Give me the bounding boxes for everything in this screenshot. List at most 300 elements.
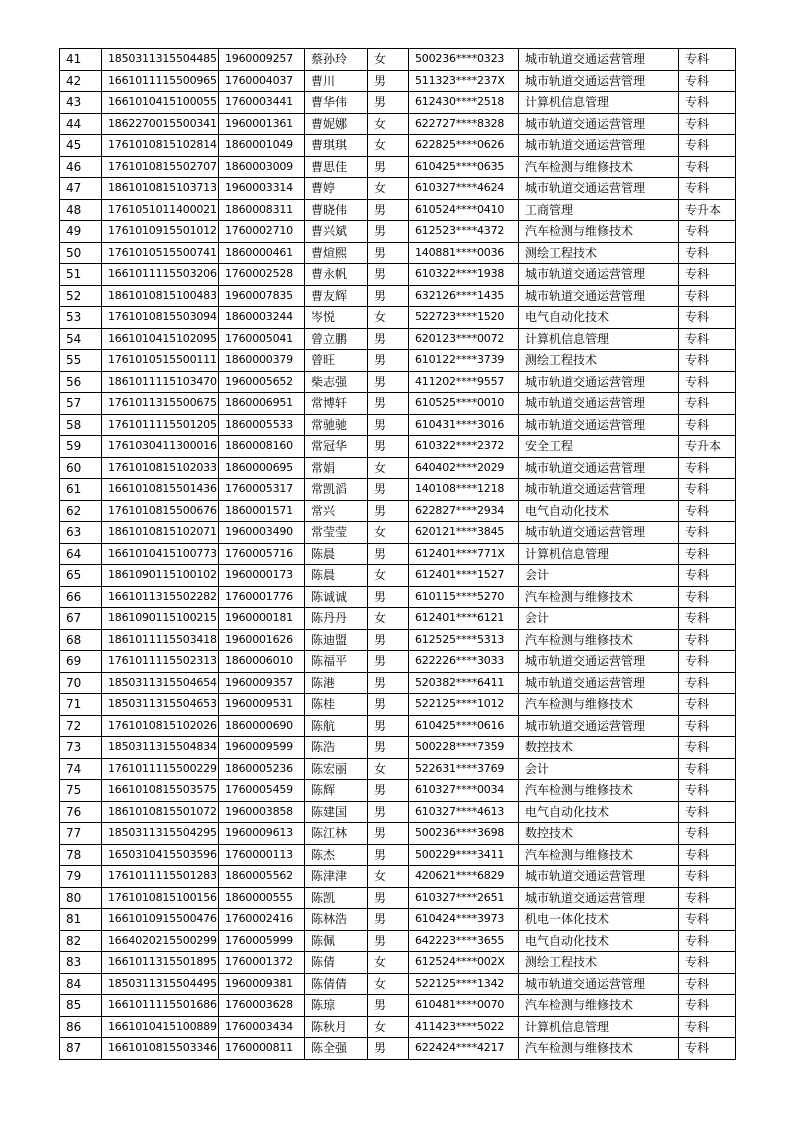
student-name-cell: 陈晨 xyxy=(305,565,368,587)
education-level-cell: 专科 xyxy=(679,952,736,974)
education-level-cell: 专科 xyxy=(679,608,736,630)
row-number-cell: 62 xyxy=(60,500,102,522)
student-name-cell: 常凯滔 xyxy=(305,479,368,501)
education-level-cell: 专科 xyxy=(679,973,736,995)
major-cell: 城市轨道交通运营管理 xyxy=(519,393,679,415)
student-name-cell: 陈诚诚 xyxy=(305,586,368,608)
exam-id-cell: 1761010815102814 xyxy=(102,135,219,157)
id-card-number-cell: 522125****1342 xyxy=(409,973,519,995)
id-card-number-cell: 500229****3411 xyxy=(409,844,519,866)
student-id-cell: 1860008311 xyxy=(219,199,305,221)
gender-cell: 女 xyxy=(368,49,409,71)
id-card-number-cell: 612401****1527 xyxy=(409,565,519,587)
table-row xyxy=(60,328,736,350)
table-row xyxy=(60,264,736,286)
row-number-cell: 60 xyxy=(60,457,102,479)
exam-id-cell: 1661010415100889 xyxy=(102,1016,219,1038)
table-row xyxy=(60,737,736,759)
row-number-cell: 55 xyxy=(60,350,102,372)
exam-id-cell: 1661011115503206 xyxy=(102,264,219,286)
major-cell: 汽车检测与维修技术 xyxy=(519,221,679,243)
table-row xyxy=(60,930,736,952)
student-name-cell: 曹友辉 xyxy=(305,285,368,307)
major-cell: 城市轨道交通运营管理 xyxy=(519,887,679,909)
education-level-cell: 专科 xyxy=(679,178,736,200)
exam-id-cell: 1661010915500476 xyxy=(102,909,219,931)
major-cell: 计算机信息管理 xyxy=(519,543,679,565)
student-name-cell: 陈港 xyxy=(305,672,368,694)
row-number-cell: 83 xyxy=(60,952,102,974)
student-id-cell: 1860000690 xyxy=(219,715,305,737)
major-cell: 电气自动化技术 xyxy=(519,307,679,329)
student-name-cell: 陈江林 xyxy=(305,823,368,845)
exam-id-cell: 1661010415100055 xyxy=(102,92,219,114)
exam-id-cell: 1850311315504495 xyxy=(102,973,219,995)
id-card-number-cell: 610115****5270 xyxy=(409,586,519,608)
student-name-cell: 陈浩 xyxy=(305,737,368,759)
id-card-number-cell: 522723****1520 xyxy=(409,307,519,329)
student-id-cell: 1960009257 xyxy=(219,49,305,71)
exam-id-cell: 1761011115501205 xyxy=(102,414,219,436)
education-level-cell: 专科 xyxy=(679,694,736,716)
id-card-number-cell: 620121****3845 xyxy=(409,522,519,544)
major-cell: 城市轨道交通运营管理 xyxy=(519,414,679,436)
gender-cell: 女 xyxy=(368,307,409,329)
student-id-cell: 1960005652 xyxy=(219,371,305,393)
major-cell: 城市轨道交通运营管理 xyxy=(519,285,679,307)
education-level-cell: 专科 xyxy=(679,156,736,178)
student-id-cell: 1960003314 xyxy=(219,178,305,200)
table-row xyxy=(60,1038,736,1060)
table-row xyxy=(60,199,736,221)
major-cell: 城市轨道交通运营管理 xyxy=(519,371,679,393)
gender-cell: 男 xyxy=(368,887,409,909)
education-level-cell: 专科 xyxy=(679,672,736,694)
exam-id-cell: 1761011115502313 xyxy=(102,651,219,673)
student-id-cell: 1760005317 xyxy=(219,479,305,501)
major-cell: 汽车检测与维修技术 xyxy=(519,1038,679,1060)
row-number-cell: 41 xyxy=(60,49,102,71)
table-row xyxy=(60,672,736,694)
education-level-cell: 专科 xyxy=(679,49,736,71)
gender-cell: 男 xyxy=(368,242,409,264)
student-name-cell: 陈林浩 xyxy=(305,909,368,931)
exam-id-cell: 1850311315504654 xyxy=(102,672,219,694)
table-row xyxy=(60,92,736,114)
student-name-cell: 常莹莹 xyxy=(305,522,368,544)
row-number-cell: 75 xyxy=(60,780,102,802)
row-number-cell: 43 xyxy=(60,92,102,114)
exam-id-cell: 1761030411300016 xyxy=(102,436,219,458)
gender-cell: 男 xyxy=(368,651,409,673)
id-card-number-cell: 610425****0635 xyxy=(409,156,519,178)
gender-cell: 男 xyxy=(368,221,409,243)
education-level-cell: 专科 xyxy=(679,414,736,436)
table-row xyxy=(60,887,736,909)
student-name-cell: 陈琼 xyxy=(305,995,368,1017)
exam-id-cell: 1761010815503094 xyxy=(102,307,219,329)
table-row xyxy=(60,371,736,393)
student-name-cell: 陈建国 xyxy=(305,801,368,823)
education-level-cell: 专科 xyxy=(679,1038,736,1060)
major-cell: 城市轨道交通运营管理 xyxy=(519,866,679,888)
gender-cell: 男 xyxy=(368,350,409,372)
education-level-cell: 专科 xyxy=(679,909,736,931)
education-level-cell: 专科 xyxy=(679,70,736,92)
exam-id-cell: 1661010815503346 xyxy=(102,1038,219,1060)
gender-cell: 男 xyxy=(368,371,409,393)
table-row xyxy=(60,393,736,415)
gender-cell: 男 xyxy=(368,543,409,565)
gender-cell: 男 xyxy=(368,285,409,307)
student-name-cell: 曹煊熙 xyxy=(305,242,368,264)
table-row xyxy=(60,285,736,307)
student-name-cell: 陈倩倩 xyxy=(305,973,368,995)
row-number-cell: 54 xyxy=(60,328,102,350)
exam-id-cell: 1861090115100102 xyxy=(102,565,219,587)
student-id-cell: 1860001049 xyxy=(219,135,305,157)
student-name-cell: 常博轩 xyxy=(305,393,368,415)
major-cell: 汽车检测与维修技术 xyxy=(519,156,679,178)
gender-cell: 男 xyxy=(368,393,409,415)
table-row xyxy=(60,543,736,565)
row-number-cell: 56 xyxy=(60,371,102,393)
gender-cell: 男 xyxy=(368,629,409,651)
education-level-cell: 专科 xyxy=(679,500,736,522)
major-cell: 城市轨道交通运营管理 xyxy=(519,672,679,694)
major-cell: 城市轨道交通运营管理 xyxy=(519,457,679,479)
id-card-number-cell: 622226****3033 xyxy=(409,651,519,673)
table-row xyxy=(60,801,736,823)
table-row xyxy=(60,156,736,178)
id-card-number-cell: 511323****237X xyxy=(409,70,519,92)
major-cell: 汽车检测与维修技术 xyxy=(519,586,679,608)
student-id-cell: 1960003490 xyxy=(219,522,305,544)
id-card-number-cell: 612401****6121 xyxy=(409,608,519,630)
gender-cell: 女 xyxy=(368,178,409,200)
id-card-number-cell: 522631****3769 xyxy=(409,758,519,780)
id-card-number-cell: 622827****2934 xyxy=(409,500,519,522)
student-id-cell: 1760000811 xyxy=(219,1038,305,1060)
education-level-cell: 专科 xyxy=(679,307,736,329)
gender-cell: 男 xyxy=(368,92,409,114)
id-card-number-cell: 642223****3655 xyxy=(409,930,519,952)
gender-cell: 女 xyxy=(368,522,409,544)
table-row xyxy=(60,436,736,458)
table-row xyxy=(60,242,736,264)
exam-id-cell: 1761011315500675 xyxy=(102,393,219,415)
id-card-number-cell: 610431****3016 xyxy=(409,414,519,436)
exam-id-cell: 1761011115500229 xyxy=(102,758,219,780)
major-cell: 城市轨道交通运营管理 xyxy=(519,113,679,135)
id-card-number-cell: 610481****0070 xyxy=(409,995,519,1017)
row-number-cell: 66 xyxy=(60,586,102,608)
student-id-cell: 1960003858 xyxy=(219,801,305,823)
education-level-cell: 专科 xyxy=(679,393,736,415)
id-card-number-cell: 610424****3973 xyxy=(409,909,519,931)
id-card-number-cell: 612430****2518 xyxy=(409,92,519,114)
exam-id-cell: 1661011315502282 xyxy=(102,586,219,608)
table-row xyxy=(60,973,736,995)
exam-id-cell: 1861010815103713 xyxy=(102,178,219,200)
row-number-cell: 80 xyxy=(60,887,102,909)
education-level-cell: 专科 xyxy=(679,371,736,393)
education-level-cell: 专科 xyxy=(679,328,736,350)
student-id-cell: 1960009599 xyxy=(219,737,305,759)
student-name-cell: 常驰驰 xyxy=(305,414,368,436)
id-card-number-cell: 612401****771X xyxy=(409,543,519,565)
gender-cell: 女 xyxy=(368,608,409,630)
major-cell: 城市轨道交通运营管理 xyxy=(519,264,679,286)
row-number-cell: 47 xyxy=(60,178,102,200)
major-cell: 计算机信息管理 xyxy=(519,328,679,350)
student-id-cell: 1760005716 xyxy=(219,543,305,565)
student-name-cell: 常冠华 xyxy=(305,436,368,458)
id-card-number-cell: 612524****002X xyxy=(409,952,519,974)
table-row xyxy=(60,500,736,522)
row-number-cell: 67 xyxy=(60,608,102,630)
gender-cell: 男 xyxy=(368,672,409,694)
table-row xyxy=(60,178,736,200)
education-level-cell: 专科 xyxy=(679,715,736,737)
exam-id-cell: 1761051011400021 xyxy=(102,199,219,221)
id-card-number-cell: 622727****8328 xyxy=(409,113,519,135)
row-number-cell: 42 xyxy=(60,70,102,92)
student-name-cell: 陈航 xyxy=(305,715,368,737)
student-id-cell: 1860001571 xyxy=(219,500,305,522)
exam-id-cell: 1661010415100773 xyxy=(102,543,219,565)
exam-id-cell: 1861011115103470 xyxy=(102,371,219,393)
student-name-cell: 陈秋月 xyxy=(305,1016,368,1038)
student-id-cell: 1860000555 xyxy=(219,887,305,909)
gender-cell: 女 xyxy=(368,135,409,157)
row-number-cell: 76 xyxy=(60,801,102,823)
exam-id-cell: 1850311315504295 xyxy=(102,823,219,845)
student-name-cell: 常娟 xyxy=(305,457,368,479)
exam-id-cell: 1761010515500111 xyxy=(102,350,219,372)
gender-cell: 男 xyxy=(368,414,409,436)
education-level-cell: 专科 xyxy=(679,565,736,587)
id-card-number-cell: 610327****4613 xyxy=(409,801,519,823)
row-number-cell: 45 xyxy=(60,135,102,157)
major-cell: 会计 xyxy=(519,608,679,630)
row-number-cell: 49 xyxy=(60,221,102,243)
gender-cell: 男 xyxy=(368,737,409,759)
major-cell: 城市轨道交通运营管理 xyxy=(519,70,679,92)
row-number-cell: 51 xyxy=(60,264,102,286)
gender-cell: 男 xyxy=(368,1038,409,1060)
student-id-cell: 1760003434 xyxy=(219,1016,305,1038)
exam-id-cell: 1761010815102026 xyxy=(102,715,219,737)
student-id-cell: 1760002416 xyxy=(219,909,305,931)
exam-id-cell: 1761010815500676 xyxy=(102,500,219,522)
table-row xyxy=(60,221,736,243)
id-card-number-cell: 522125****1012 xyxy=(409,694,519,716)
row-number-cell: 72 xyxy=(60,715,102,737)
major-cell: 会计 xyxy=(519,565,679,587)
table-row xyxy=(60,350,736,372)
row-number-cell: 65 xyxy=(60,565,102,587)
major-cell: 城市轨道交通运营管理 xyxy=(519,651,679,673)
row-number-cell: 57 xyxy=(60,393,102,415)
table-row xyxy=(60,522,736,544)
education-level-cell: 专科 xyxy=(679,651,736,673)
row-number-cell: 59 xyxy=(60,436,102,458)
table-row xyxy=(60,135,736,157)
student-id-cell: 1960009381 xyxy=(219,973,305,995)
education-level-cell: 专科 xyxy=(679,995,736,1017)
education-level-cell: 专科 xyxy=(679,350,736,372)
row-number-cell: 70 xyxy=(60,672,102,694)
student-name-cell: 陈福平 xyxy=(305,651,368,673)
exam-id-cell: 1661011315501895 xyxy=(102,952,219,974)
id-card-number-cell: 610524****0410 xyxy=(409,199,519,221)
gender-cell: 男 xyxy=(368,694,409,716)
student-name-cell: 陈丹丹 xyxy=(305,608,368,630)
education-level-cell: 专科 xyxy=(679,457,736,479)
gender-cell: 女 xyxy=(368,866,409,888)
gender-cell: 男 xyxy=(368,586,409,608)
table-row xyxy=(60,1016,736,1038)
id-card-number-cell: 622825****0626 xyxy=(409,135,519,157)
exam-id-cell: 1661010815503575 xyxy=(102,780,219,802)
gender-cell: 男 xyxy=(368,801,409,823)
major-cell: 工商管理 xyxy=(519,199,679,221)
gender-cell: 男 xyxy=(368,156,409,178)
exam-id-cell: 1761010915501012 xyxy=(102,221,219,243)
table-row xyxy=(60,113,736,135)
exam-id-cell: 1861010815100483 xyxy=(102,285,219,307)
major-cell: 城市轨道交通运营管理 xyxy=(519,178,679,200)
major-cell: 电气自动化技术 xyxy=(519,930,679,952)
student-roster-table xyxy=(59,48,736,1060)
row-number-cell: 53 xyxy=(60,307,102,329)
row-number-cell: 81 xyxy=(60,909,102,931)
major-cell: 电气自动化技术 xyxy=(519,500,679,522)
table-row xyxy=(60,586,736,608)
table-row xyxy=(60,70,736,92)
education-level-cell: 专科 xyxy=(679,242,736,264)
major-cell: 城市轨道交通运营管理 xyxy=(519,479,679,501)
student-name-cell: 陈倩 xyxy=(305,952,368,974)
student-id-cell: 1960000173 xyxy=(219,565,305,587)
exam-id-cell: 1861090115100215 xyxy=(102,608,219,630)
student-name-cell: 柴志强 xyxy=(305,371,368,393)
major-cell: 机电一体化技术 xyxy=(519,909,679,931)
student-id-cell: 1960009357 xyxy=(219,672,305,694)
table-row xyxy=(60,995,736,1017)
education-level-cell: 专科 xyxy=(679,823,736,845)
gender-cell: 男 xyxy=(368,844,409,866)
table-row xyxy=(60,457,736,479)
education-level-cell: 专科 xyxy=(679,1016,736,1038)
id-card-number-cell: 610425****0616 xyxy=(409,715,519,737)
row-number-cell: 50 xyxy=(60,242,102,264)
gender-cell: 女 xyxy=(368,565,409,587)
id-card-number-cell: 640402****2029 xyxy=(409,457,519,479)
gender-cell: 男 xyxy=(368,995,409,1017)
id-card-number-cell: 420621****6829 xyxy=(409,866,519,888)
row-number-cell: 84 xyxy=(60,973,102,995)
student-name-cell: 曹华伟 xyxy=(305,92,368,114)
major-cell: 计算机信息管理 xyxy=(519,92,679,114)
education-level-cell: 专科 xyxy=(679,543,736,565)
gender-cell: 女 xyxy=(368,457,409,479)
row-number-cell: 87 xyxy=(60,1038,102,1060)
exam-id-cell: 1661011115500965 xyxy=(102,70,219,92)
gender-cell: 男 xyxy=(368,909,409,931)
exam-id-cell: 1661011115501686 xyxy=(102,995,219,1017)
exam-id-cell: 1661010415102095 xyxy=(102,328,219,350)
major-cell: 城市轨道交通运营管理 xyxy=(519,135,679,157)
student-id-cell: 1760003441 xyxy=(219,92,305,114)
education-level-cell: 专科 xyxy=(679,479,736,501)
table-row xyxy=(60,565,736,587)
exam-id-cell: 1850311315504485 xyxy=(102,49,219,71)
row-number-cell: 64 xyxy=(60,543,102,565)
major-cell: 汽车检测与维修技术 xyxy=(519,629,679,651)
gender-cell: 女 xyxy=(368,758,409,780)
education-level-cell: 专科 xyxy=(679,586,736,608)
table-row xyxy=(60,715,736,737)
gender-cell: 男 xyxy=(368,70,409,92)
student-name-cell: 曹琪琪 xyxy=(305,135,368,157)
student-id-cell: 1860000379 xyxy=(219,350,305,372)
student-id-cell: 1760004037 xyxy=(219,70,305,92)
table-row xyxy=(60,909,736,931)
row-number-cell: 85 xyxy=(60,995,102,1017)
student-name-cell: 曹妮娜 xyxy=(305,113,368,135)
student-id-cell: 1960001361 xyxy=(219,113,305,135)
gender-cell: 男 xyxy=(368,328,409,350)
row-number-cell: 63 xyxy=(60,522,102,544)
row-number-cell: 68 xyxy=(60,629,102,651)
education-level-cell: 专科 xyxy=(679,264,736,286)
row-number-cell: 58 xyxy=(60,414,102,436)
id-card-number-cell: 610525****0010 xyxy=(409,393,519,415)
id-card-number-cell: 140881****0036 xyxy=(409,242,519,264)
exam-id-cell: 1861010815102071 xyxy=(102,522,219,544)
exam-id-cell: 1650310415503596 xyxy=(102,844,219,866)
id-card-number-cell: 612523****4372 xyxy=(409,221,519,243)
id-card-number-cell: 500236****0323 xyxy=(409,49,519,71)
student-id-cell: 1760005999 xyxy=(219,930,305,952)
education-level-cell: 专科 xyxy=(679,285,736,307)
table-row xyxy=(60,844,736,866)
id-card-number-cell: 610327****0034 xyxy=(409,780,519,802)
student-name-cell: 曹思佳 xyxy=(305,156,368,178)
education-level-cell: 专科 xyxy=(679,737,736,759)
student-id-cell: 1760001372 xyxy=(219,952,305,974)
major-cell: 城市轨道交通运营管理 xyxy=(519,973,679,995)
id-card-number-cell: 411202****9557 xyxy=(409,371,519,393)
education-level-cell: 专科 xyxy=(679,780,736,802)
student-id-cell: 1860003244 xyxy=(219,307,305,329)
gender-cell: 女 xyxy=(368,952,409,974)
gender-cell: 男 xyxy=(368,479,409,501)
exam-id-cell: 1850311315504834 xyxy=(102,737,219,759)
education-level-cell: 专科 xyxy=(679,844,736,866)
student-name-cell: 曹兴斌 xyxy=(305,221,368,243)
student-name-cell: 曹永帆 xyxy=(305,264,368,286)
table-row xyxy=(60,866,736,888)
major-cell: 会计 xyxy=(519,758,679,780)
major-cell: 测绘工程技术 xyxy=(519,952,679,974)
table-row xyxy=(60,758,736,780)
gender-cell: 男 xyxy=(368,823,409,845)
gender-cell: 男 xyxy=(368,199,409,221)
major-cell: 测绘工程技术 xyxy=(519,350,679,372)
